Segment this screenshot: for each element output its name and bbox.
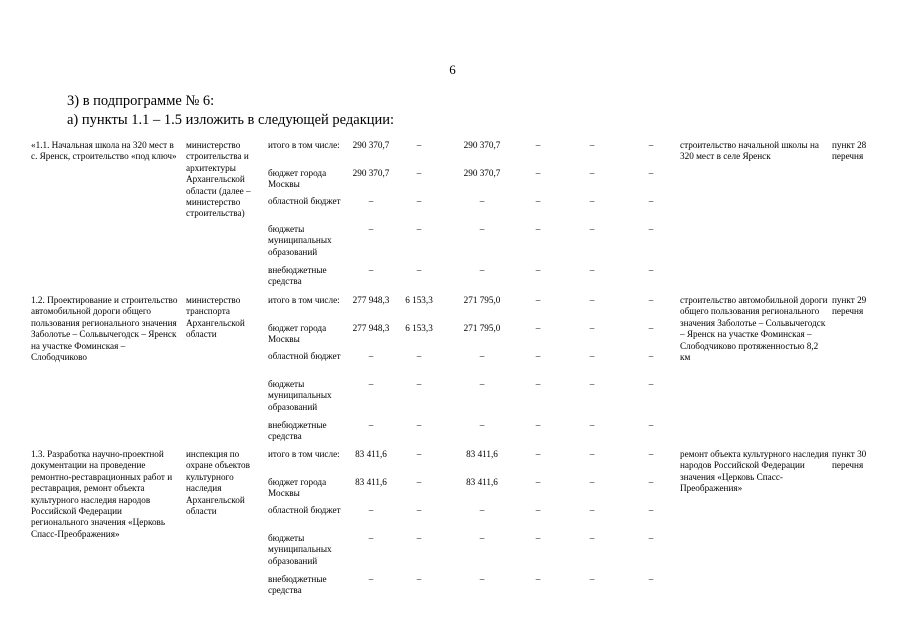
funding-value: – [479,196,485,206]
funding-value: – [648,477,654,487]
funding-value: – [535,505,541,515]
funding-value: – [648,379,654,389]
funding-value: – [416,505,422,515]
funding-value: – [368,265,374,275]
funding-value: – [416,265,422,275]
funding-value: – [589,224,595,234]
funding-value: – [368,351,374,361]
funding-value: 83 411,6 [466,477,498,487]
funding-value: – [368,196,374,206]
measure-name: 1.3. Разработка научно-проектной документации на проведение ремонтно-реставрационных работ и реставрация, ремонт объекта культурного наследия народов Российской Федерации регионального значения «Церковь Спасс-Преображения» [31,449,173,539]
funding-value: – [648,295,654,305]
edit-instruction-heading: а) пункты 1.1 – 1.5 изложить в следующей редакции: [67,112,395,128]
funding-source-label: бюджеты муниципальных образований [268,224,332,257]
funding-value: – [648,351,654,361]
funding-value: – [416,574,422,584]
funding-source-label: внебюджетные средства [268,420,327,442]
funding-value: – [535,574,541,584]
funding-value: – [648,420,654,430]
funding-value: – [368,420,374,430]
funding-value: – [535,351,541,361]
funding-value: 290 370,7 [352,168,390,178]
funding-value: – [479,265,485,275]
funding-value: – [648,196,654,206]
funding-value: – [368,379,374,389]
funding-value: – [535,265,541,275]
funding-value: – [479,574,485,584]
funding-value: – [535,140,541,150]
funding-source-label: бюджет города Москвы [268,168,327,190]
funding-value: 83 411,6 [355,477,387,487]
funding-value: – [479,224,485,234]
funding-source-label: бюджет города Москвы [268,323,327,345]
expected-result: строительство начальной школы на 320 мест в селе Яренск [680,140,819,162]
funding-value: – [589,420,595,430]
funding-value: 290 370,7 [463,140,501,150]
measure-name: «1.1. Начальная школа на 320 мест в с. Яренск, строительство «под ключ» [31,140,177,162]
subprogram-heading: 3) в подпрограмме № 6: [67,93,215,109]
funding-value: – [589,295,595,305]
funding-value: 277 948,3 [352,295,390,305]
funding-value: – [589,477,595,487]
funding-value: – [589,449,595,459]
funding-value: – [589,533,595,543]
funding-value: – [368,224,374,234]
funding-value: – [535,168,541,178]
executor: министерство транспорта Архангельской области [186,295,245,340]
funding-source-label: внебюджетные средства [268,574,327,596]
funding-value: – [648,224,654,234]
funding-value: – [648,323,654,333]
funding-value: 271 795,0 [463,295,501,305]
expected-result: ремонт объекта культурного наследия народов Российской Федерации значения «Церковь Спасс-Преображения» [680,449,829,494]
funding-value: – [589,140,595,150]
list-reference: пункт 30 перечня [832,449,867,471]
expected-result: строительство автомобильной дороги общего пользования регионального значения Заболотье – Сольвычегодск – Яренск на участке Фоминская – Слободчиково протяженностью 8,2 км [680,295,828,363]
funding-value: – [535,323,541,333]
funding-value: – [479,533,485,543]
funding-value: – [589,351,595,361]
funding-value: – [535,295,541,305]
funding-value: – [368,505,374,515]
funding-value: – [648,449,654,459]
funding-value: 290 370,7 [352,140,390,150]
funding-source-label: итого в том числе: [268,449,340,459]
funding-value: – [416,379,422,389]
funding-value: 6 153,3 [405,295,433,305]
funding-source-label: бюджет города Москвы [268,477,327,499]
funding-value: 290 370,7 [463,168,501,178]
funding-source-label: бюджеты муниципальных образований [268,533,332,566]
funding-value: – [416,420,422,430]
funding-value: 83 411,6 [466,449,498,459]
funding-value: – [368,574,374,584]
executor: министерство строительства и архитектуры Архангельской области (далее – министерство строительства) [186,140,251,219]
funding-value: 6 153,3 [405,323,433,333]
list-reference: пункт 28 перечня [832,140,867,162]
funding-value: – [648,168,654,178]
funding-value: – [589,265,595,275]
funding-source-label: итого в том числе: [268,140,340,150]
funding-value: 277 948,3 [352,323,390,333]
funding-value: – [368,533,374,543]
funding-source-label: итого в том числе: [268,295,340,305]
funding-value: – [648,140,654,150]
funding-value: – [416,449,422,459]
funding-value: 83 411,6 [355,449,387,459]
funding-value: – [648,265,654,275]
funding-value: – [589,196,595,206]
funding-source-label: бюджеты муниципальных образований [268,379,332,412]
funding-value: – [535,196,541,206]
funding-value: – [535,420,541,430]
funding-value: 271 795,0 [463,323,501,333]
executor: инспекция по охране объектов культурного наследия Архангельской области [186,449,250,517]
list-reference: пункт 29 перечня [832,295,867,317]
funding-value: – [416,168,422,178]
funding-value: – [535,477,541,487]
funding-value: – [416,351,422,361]
funding-source-label: внебюджетные средства [268,265,327,287]
funding-value: – [535,533,541,543]
funding-value: – [416,477,422,487]
funding-value: – [589,505,595,515]
funding-value: – [535,224,541,234]
funding-value: – [416,140,422,150]
funding-source-label: областной бюджет [268,196,341,206]
funding-value: – [416,533,422,543]
funding-source-label: областной бюджет [268,505,341,515]
funding-value: – [479,505,485,515]
funding-value: – [535,379,541,389]
funding-value: – [589,379,595,389]
funding-value: – [648,574,654,584]
funding-source-label: областной бюджет [268,351,341,361]
funding-value: – [589,574,595,584]
funding-value: – [535,449,541,459]
funding-value: – [589,323,595,333]
page-number: 6 [449,62,456,77]
funding-value: – [416,224,422,234]
measure-name: 1.2. Проектирование и строительство автомобильной дороги общего пользования регионального значения Заболотье – Сольвычегодск – Яренск на участке Фоминская – Слободчиково [31,295,178,363]
funding-value: – [589,168,595,178]
funding-value: – [416,196,422,206]
funding-value: – [648,505,654,515]
funding-value: – [648,533,654,543]
funding-value: – [479,379,485,389]
funding-value: – [479,351,485,361]
funding-value: – [479,420,485,430]
